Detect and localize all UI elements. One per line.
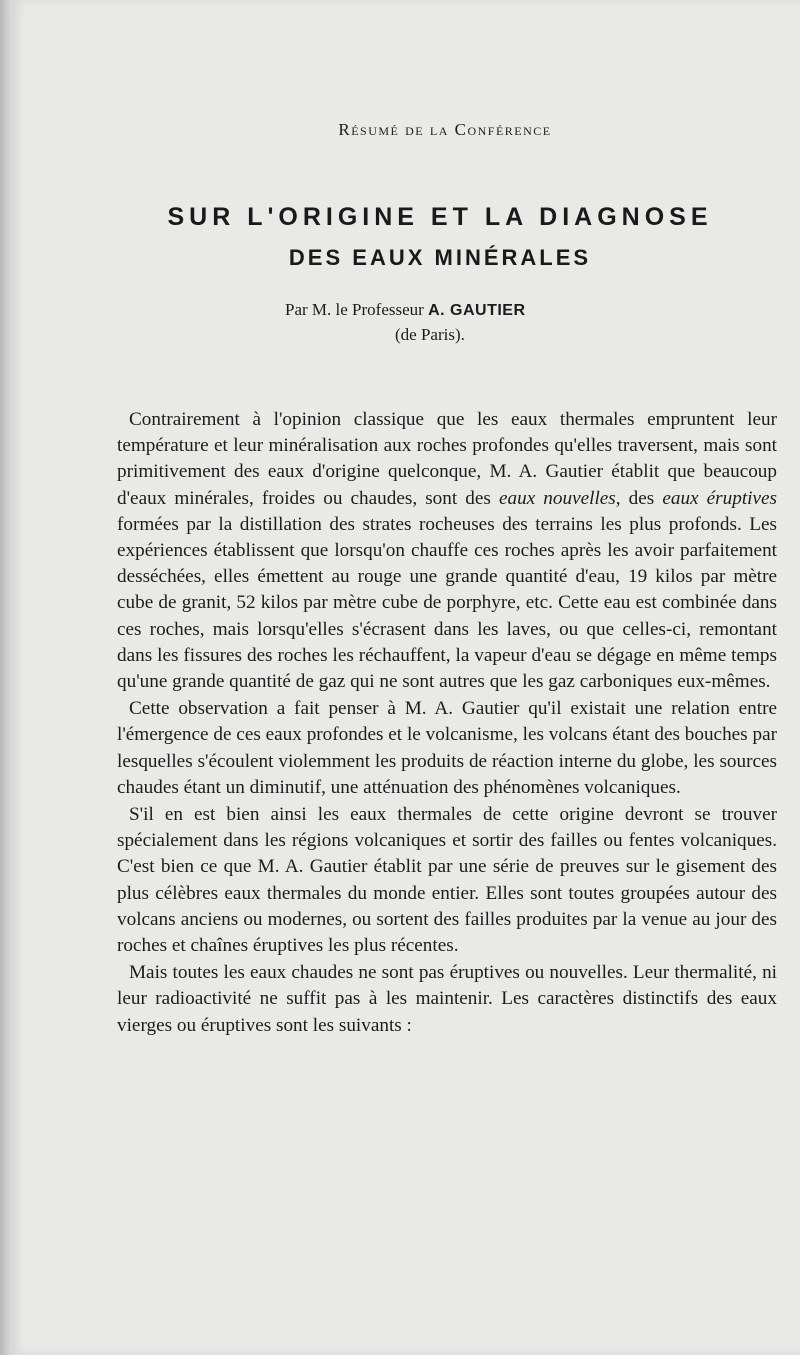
byline bbox=[285, 298, 526, 347]
paragraph-1-emphasis-2: eaux éruptives bbox=[662, 487, 777, 509]
byline-prefix: Par M. le Professeur bbox=[285, 300, 424, 319]
paragraph-4: Mais toutes les eaux chaudes ne sont pas éruptives ou nouvelles. Leur thermalité, ni leur radioactivité ne suffit pas à les maintenir. Les caractères distinctifs des eaux vierges ou éruptives sont les suivants : bbox=[117, 962, 777, 1036]
conference-header: Résumé de la Conférence bbox=[338, 120, 552, 139]
paragraph-1 bbox=[117, 407, 777, 695]
body-text bbox=[117, 407, 777, 1039]
document-page bbox=[10, 0, 800, 1355]
page-left-edge bbox=[0, 0, 10, 1355]
paragraph-1-part-b: , des bbox=[615, 487, 663, 509]
paragraph-3: S'il en est bien ainsi les eaux thermales de cette origine devront se trouver spécialement dans les régions volcaniques et sortir des failles ou fentes volcaniques. C'est bien ce que M. A. Gautier établit par une série de preuves sur le gisement des plus célèbres eaux thermales du monde entier. Elles sont toutes groupées autour des volcans anciens ou modernes, ou sortent des failles produites par la venue au jour des roches et chaînes éruptives les plus récentes. bbox=[117, 804, 777, 957]
title-line-2: DES EAUX MINÉRALES bbox=[288, 245, 592, 270]
paragraph-2: Cette observation a fait penser à M. A. Gautier qu'il existait une relation entre l'émergence de ces eaux profondes et le volcanisme, les volcans étant des bouches par lesquelles s'écoulent violemment les produits de réaction interne du globe, les sources chaudes étant un diminutif, une atténuation des phénomènes volcaniques. bbox=[117, 698, 777, 798]
author-name: A. GAUTIER bbox=[428, 302, 526, 319]
author-origin: (de Paris). bbox=[395, 325, 465, 344]
paragraph-1-part-c: formées par la distillation des strates rocheuses des terrains les plus profonds. Les expériences établissent que lorsqu'on chauffe ces roches après les avoir parfaitement desséchées, elles émettent au rouge une grande quantité d'eau, 19 kilos par mètre cube de granit, 52 kilos par mètre cube de porphyre, etc. Cette eau est combinée dans ces roches, mais lorsqu'elles s'écrasent dans les laves, ou que celles-ci, remontant dans les fissures des roches les réchauffent, la vapeur d'eau se dégage en même temps qu'une grande quantité de gaz qui ne sont autres que les gaz carboniques eux-mêmes. bbox=[117, 513, 777, 693]
paragraph-1-part-a: Contrairement à l'opinion classique que les eaux thermales empruntent leur température et leur minéralisation aux roches profondes qu'elles traversent, mais sont primitivement des eaux d'origine quelconque, M. A. Gautier établit que beaucoup d'eaux minérales, froides ou chaudes, sont des bbox=[117, 409, 777, 509]
title-line-1: SUR L'ORIGINE ET LA DIAGNOSE bbox=[167, 203, 713, 231]
paragraph-1-emphasis-1: eaux nouvelles bbox=[498, 487, 616, 509]
